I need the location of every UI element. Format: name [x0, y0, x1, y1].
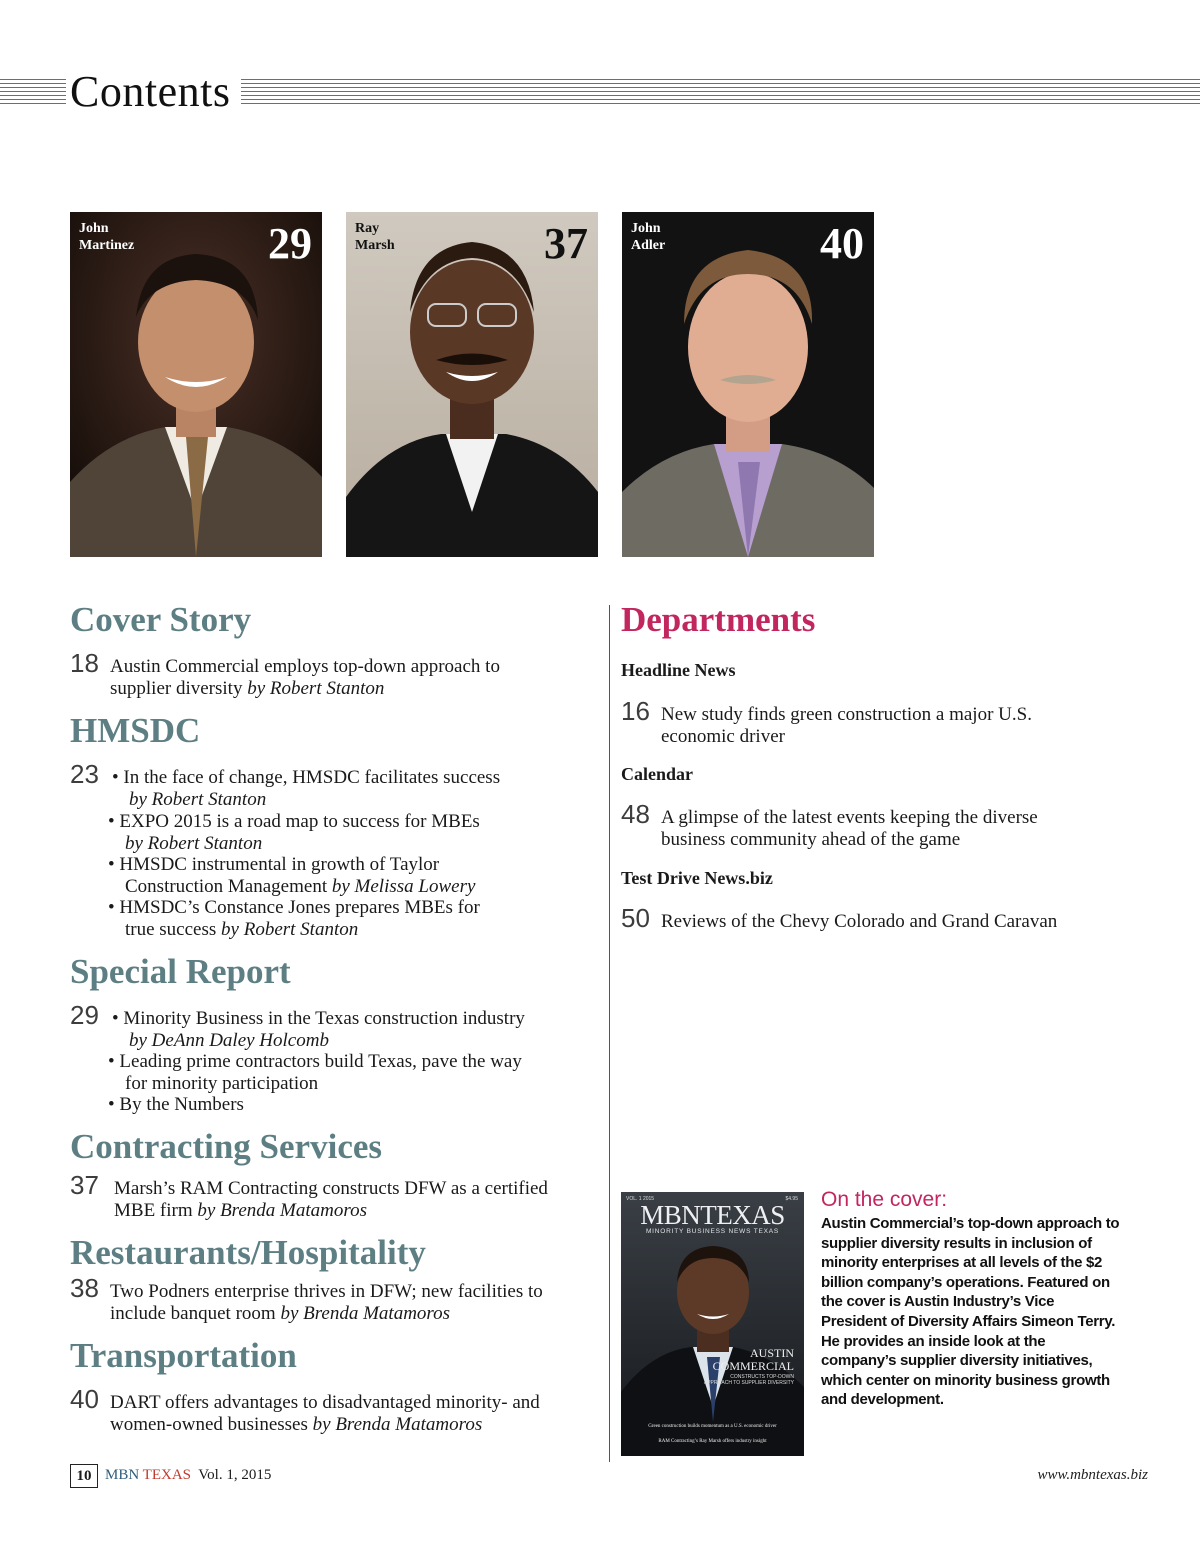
- page-number-16: 16: [621, 696, 650, 726]
- page-number-23: 23: [70, 759, 99, 789]
- entry-special-report-3[interactable]: • By the Numbers: [108, 1094, 244, 1115]
- cover-feature-sub: CONSTRUCTS TOP-DOWN APPROACH TO SUPPLIER DIVERSITY: [703, 1374, 794, 1386]
- cover-price: $4.95: [785, 1196, 798, 1202]
- cover-masthead: MBNTEXAS: [640, 1200, 785, 1230]
- section-heading-special-report: Special Report: [70, 952, 291, 991]
- entry-headline-news[interactable]: New study finds green construction a major U.S. economic driver: [661, 704, 1032, 747]
- photo-caption-name-2: Ray Marsh: [355, 221, 395, 253]
- entry-hmsdc-4[interactable]: • HMSDC’s Constance Jones prepares MBEs for true success by Robert Stanton: [108, 897, 480, 940]
- footer-page-number: 10: [70, 1464, 98, 1488]
- photo-john-martinez: [70, 212, 322, 557]
- photo-caption-name-1: John Martinez: [79, 221, 135, 253]
- page-title: Contents: [70, 67, 231, 116]
- entry-special-report-1[interactable]: • Minority Business in the Texas construction industry by DeAnn Daley Holcomb: [112, 1008, 525, 1051]
- section-heading-restaurants: Restaurants/Hospitality: [70, 1233, 426, 1272]
- entry-cover-story[interactable]: Austin Commercial employs top-down approach to supplier diversity by Robert Stanton: [110, 656, 500, 699]
- entry-restaurants[interactable]: Two Podners enterprise thrives in DFW; new facilities to include banquet room by Brenda Matamoros: [110, 1281, 543, 1324]
- entry-hmsdc-3[interactable]: • HMSDC instrumental in growth of Taylor Construction Management by Melissa Lowery: [108, 854, 476, 897]
- header-rule-left: [0, 79, 66, 105]
- photo-page-number-3: 40: [820, 219, 864, 268]
- entry-calendar[interactable]: A glimpse of the latest events keeping the diverse business community ahead of the game: [661, 807, 1038, 850]
- photo-caption-name-3: John Adler: [631, 221, 666, 253]
- on-the-cover-caption: Austin Commercial’s top-down approach to supplier diversity results in inclusion of minority enterprises at all levels of the $2 billion company’s operations. Featured on the cover is Austin Industry’s Vice President of Diversity Affairs Simeon Terry. He provides an inside look at the company’s supplier diversity initiatives, which center on minority business growth and development.: [821, 1215, 1120, 1409]
- photo-john-adler: [622, 212, 874, 557]
- entry-contracting[interactable]: Marsh’s RAM Contracting constructs DFW as a certified MBE firm by Brenda Matamoros: [114, 1178, 548, 1221]
- page-number-18: 18: [70, 648, 99, 678]
- cover-feature-headline: AUSTIN COMMERCIAL: [712, 1346, 794, 1373]
- magazine-cover-image[interactable]: [621, 1192, 804, 1456]
- footer-website-link[interactable]: www.mbntexas.biz: [1037, 1467, 1148, 1483]
- section-heading-cover-story: Cover Story: [70, 600, 252, 639]
- footer-magazine-name: MBN TEXAS Vol. 1, 2015: [105, 1467, 272, 1483]
- subheading-test-drive: Test Drive News.biz: [621, 868, 773, 888]
- entry-test-drive[interactable]: Reviews of the Chevy Colorado and Grand Caravan: [661, 911, 1058, 932]
- column-divider: [609, 605, 610, 1462]
- entry-special-report-2[interactable]: • Leading prime contractors build Texas, pave the way for minority participation: [108, 1051, 522, 1094]
- entry-hmsdc-2[interactable]: • EXPO 2015 is a road map to success for MBEs by Robert Stanton: [108, 811, 480, 854]
- header-rule-right: [241, 79, 1200, 105]
- photo-ray-marsh: [346, 212, 598, 557]
- page-number-38: 38: [70, 1273, 99, 1303]
- page-number-29: 29: [70, 1000, 99, 1030]
- subheading-calendar: Calendar: [621, 764, 693, 784]
- page-number-50: 50: [621, 903, 650, 933]
- cover-subtitle: MINORITY BUSINESS NEWS TEXAS: [645, 1228, 780, 1235]
- entry-hmsdc-1[interactable]: • In the face of change, HMSDC facilitates success by Robert Stanton: [112, 767, 501, 810]
- page-number-40: 40: [70, 1384, 99, 1414]
- subheading-headline-news: Headline News: [621, 660, 736, 680]
- entry-transportation[interactable]: DART offers advantages to disadvantaged minority- and women-owned businesses by Brenda Matamoros: [110, 1392, 540, 1435]
- section-heading-contracting-services: Contracting Services: [70, 1127, 383, 1166]
- section-heading-departments: Departments: [621, 600, 816, 639]
- page-number-48: 48: [621, 799, 650, 829]
- cover-tagline-2: RAM Contracting’s Ray Marsh offers industry insight: [658, 1439, 767, 1444]
- photo-page-number-1: 29: [268, 219, 312, 268]
- photo-page-number-2: 37: [544, 219, 588, 268]
- section-heading-hmsdc: HMSDC: [70, 711, 201, 750]
- cover-vol: VOL. 1 2015: [626, 1196, 655, 1202]
- cover-tagline-1: Green construction builds momentum as a U.S. economic driver: [648, 1424, 777, 1429]
- section-heading-transportation: Transportation: [70, 1336, 297, 1375]
- page-number-37: 37: [70, 1170, 99, 1200]
- on-the-cover-title: On the cover:: [821, 1188, 948, 1211]
